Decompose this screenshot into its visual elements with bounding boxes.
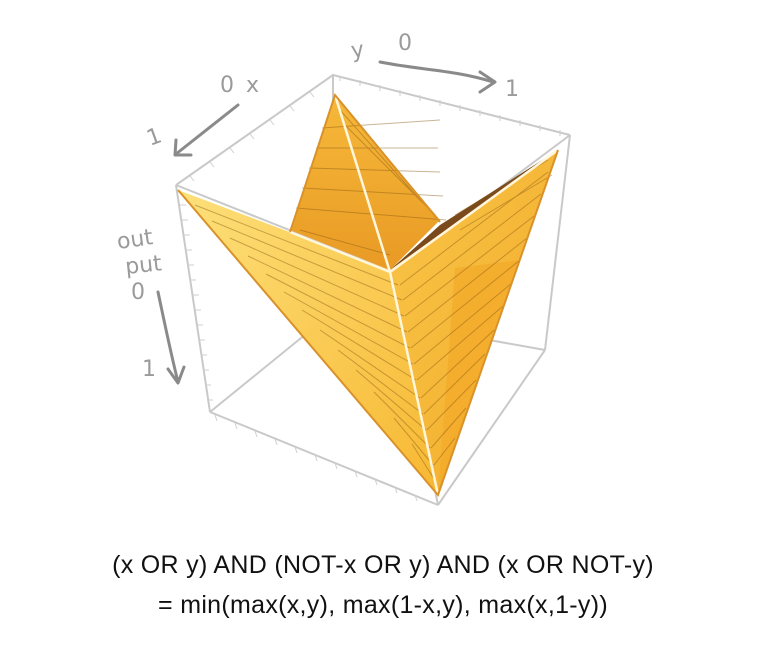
y-axis-arrow-icon [380, 62, 493, 82]
output-axis-start: 0 [131, 280, 145, 305]
y-axis-start: 0 [398, 31, 412, 56]
output-axis-label-line1: out [115, 225, 155, 255]
y-axis-annotation [349, 31, 519, 102]
output-axis-label-line2: put [124, 251, 163, 280]
x-axis-start: 0 [220, 73, 234, 98]
x-axis-label: x [246, 73, 260, 98]
formula-caption-line1: (x OR y) AND (NOT-x OR y) AND (x OR NOT-y) [112, 551, 654, 579]
x-axis-arrow-icon [176, 105, 238, 154]
y-axis-label: y [349, 37, 366, 64]
output-axis-annotation [115, 225, 184, 383]
y-axis-end: 1 [505, 77, 519, 102]
output-axis-end: 1 [142, 357, 156, 382]
x-axis-annotation [144, 73, 260, 155]
x-axis-end: 1 [143, 123, 166, 152]
surface [178, 95, 558, 495]
formula-caption-line2: = min(max(x,y), max(1-x,y), max(x,1-y)) [158, 591, 608, 619]
